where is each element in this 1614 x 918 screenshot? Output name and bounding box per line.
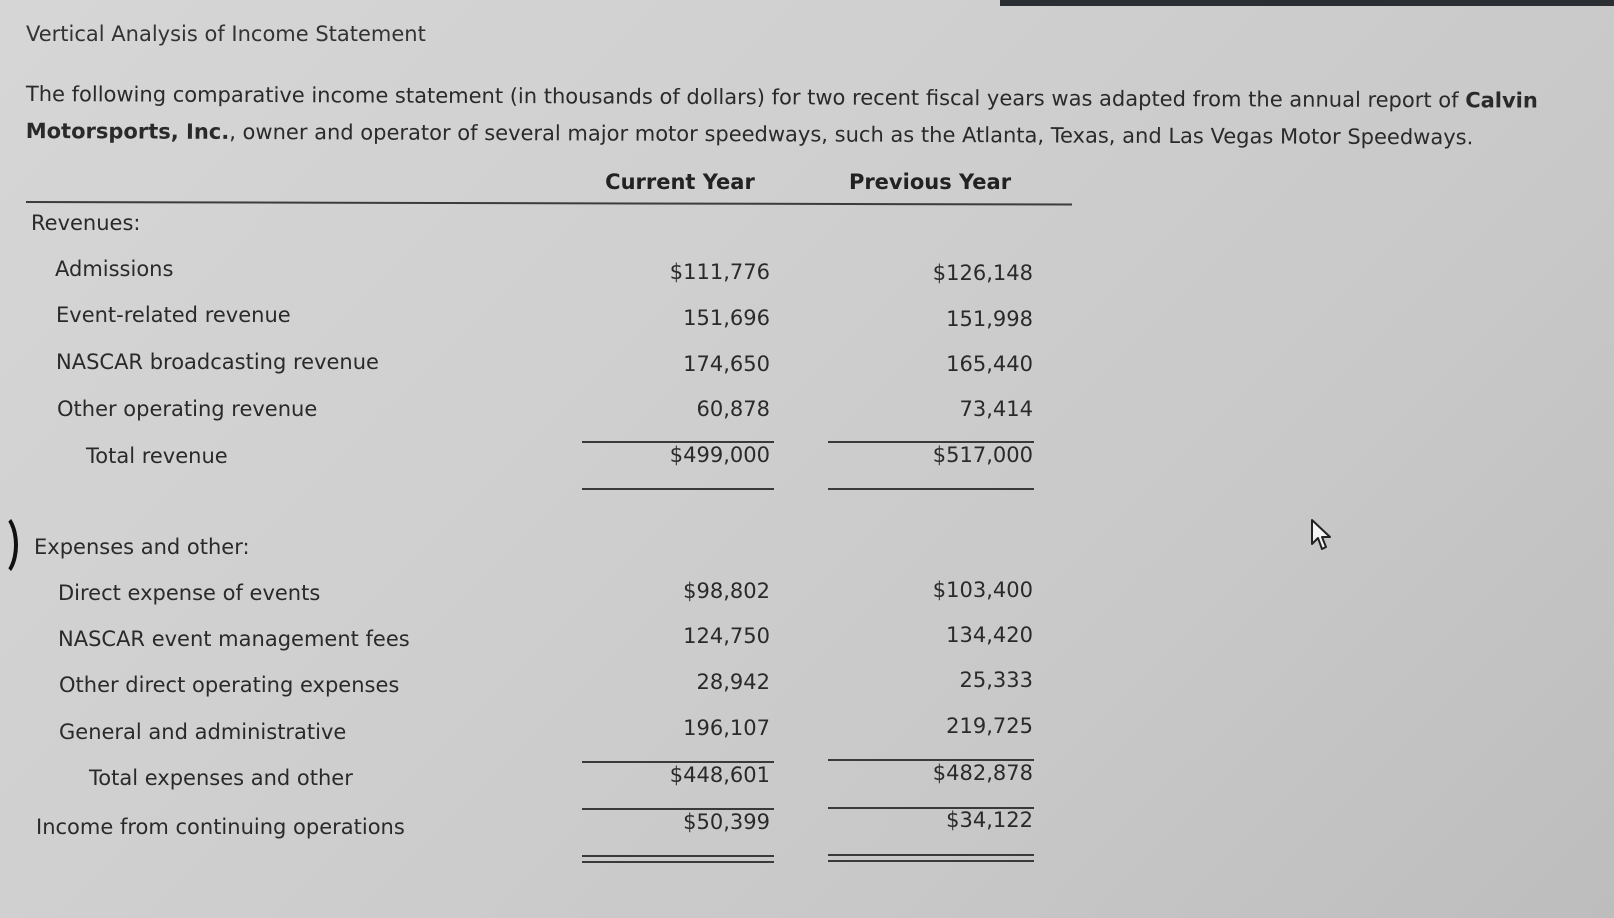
value-general-admin-current: 196,107 bbox=[683, 716, 770, 740]
value-total-expenses-previous: $482,878 bbox=[932, 761, 1033, 785]
value-other-operating-current: 60,878 bbox=[696, 397, 770, 421]
value-direct-expense-current: $98,802 bbox=[683, 579, 770, 603]
value-event-related-current: 151,696 bbox=[683, 306, 770, 330]
row-label-other-operating-revenue: Other operating revenue bbox=[57, 397, 318, 421]
row-label-total-revenue: Total revenue bbox=[86, 444, 228, 468]
value-other-direct-current: 28,942 bbox=[696, 670, 770, 694]
row-label-general-and-administrative: General and administrative bbox=[59, 720, 347, 744]
row-label-admissions: Admissions bbox=[55, 257, 174, 281]
value-event-related-previous: 151,998 bbox=[946, 307, 1033, 331]
column-header-current-year: Current Year bbox=[605, 170, 755, 194]
row-label-income-from-continuing-operations: Income from continuing operations bbox=[36, 815, 405, 839]
value-other-operating-previous: 73,414 bbox=[959, 397, 1033, 421]
mouse-pointer-icon bbox=[1310, 518, 1332, 552]
row-label-nascar-broadcasting: NASCAR broadcasting revenue bbox=[56, 350, 379, 374]
total-rule-current bbox=[582, 488, 774, 490]
company-name: Calvin Motorsports, Inc. bbox=[25, 88, 1538, 144]
value-total-expenses-current: $448,601 bbox=[669, 763, 770, 787]
value-nascar-fees-current: 124,750 bbox=[683, 624, 770, 648]
intro-text-end: , owner and operator of several major motor speedways, such as the Atlanta, Texas, and Las Vegas Motor Speedways. bbox=[229, 119, 1474, 150]
income-double-rule-previous bbox=[828, 854, 1034, 862]
revenues-heading: Revenues: bbox=[31, 211, 141, 235]
value-admissions-previous: $126,148 bbox=[932, 261, 1033, 285]
edge-bracket bbox=[0, 512, 18, 578]
income-double-rule-current bbox=[582, 855, 774, 863]
total-rule-previous bbox=[828, 488, 1034, 490]
value-nascar-broadcasting-current: 174,650 bbox=[683, 352, 770, 376]
expenses-heading: Expenses and other: bbox=[34, 535, 250, 559]
value-income-current: $50,399 bbox=[683, 810, 770, 834]
value-nascar-fees-previous: 134,420 bbox=[946, 623, 1033, 647]
column-header-previous-year: Previous Year bbox=[848, 170, 1012, 194]
value-direct-expense-previous: $103,400 bbox=[932, 578, 1033, 602]
page-title: Vertical Analysis of Income Statement bbox=[26, 22, 426, 46]
intro-paragraph bbox=[26, 76, 1586, 157]
window-top-bar bbox=[1000, 0, 1614, 6]
value-other-direct-previous: 25,333 bbox=[959, 668, 1033, 692]
row-label-other-direct-operating-expenses: Other direct operating expenses bbox=[59, 673, 400, 697]
value-admissions-current: $111,776 bbox=[669, 260, 770, 284]
row-label-event-related-revenue: Event-related revenue bbox=[56, 303, 291, 327]
intro-text: The following comparative income statement (in thousands of dollars) for two recent fiscal years was adapted from the annual report of bbox=[25, 81, 1466, 113]
value-general-admin-previous: 219,725 bbox=[946, 714, 1033, 738]
value-nascar-broadcasting-previous: 165,440 bbox=[946, 352, 1033, 376]
header-rule bbox=[26, 201, 1072, 206]
row-label-total-expenses: Total expenses and other bbox=[89, 766, 353, 790]
row-label-direct-expense-of-events: Direct expense of events bbox=[58, 581, 321, 605]
value-total-revenue-previous: $517,000 bbox=[932, 443, 1033, 467]
row-label-nascar-event-management-fees: NASCAR event management fees bbox=[58, 627, 410, 651]
value-total-revenue-current: $499,000 bbox=[669, 443, 770, 467]
value-income-previous: $34,122 bbox=[946, 808, 1033, 832]
